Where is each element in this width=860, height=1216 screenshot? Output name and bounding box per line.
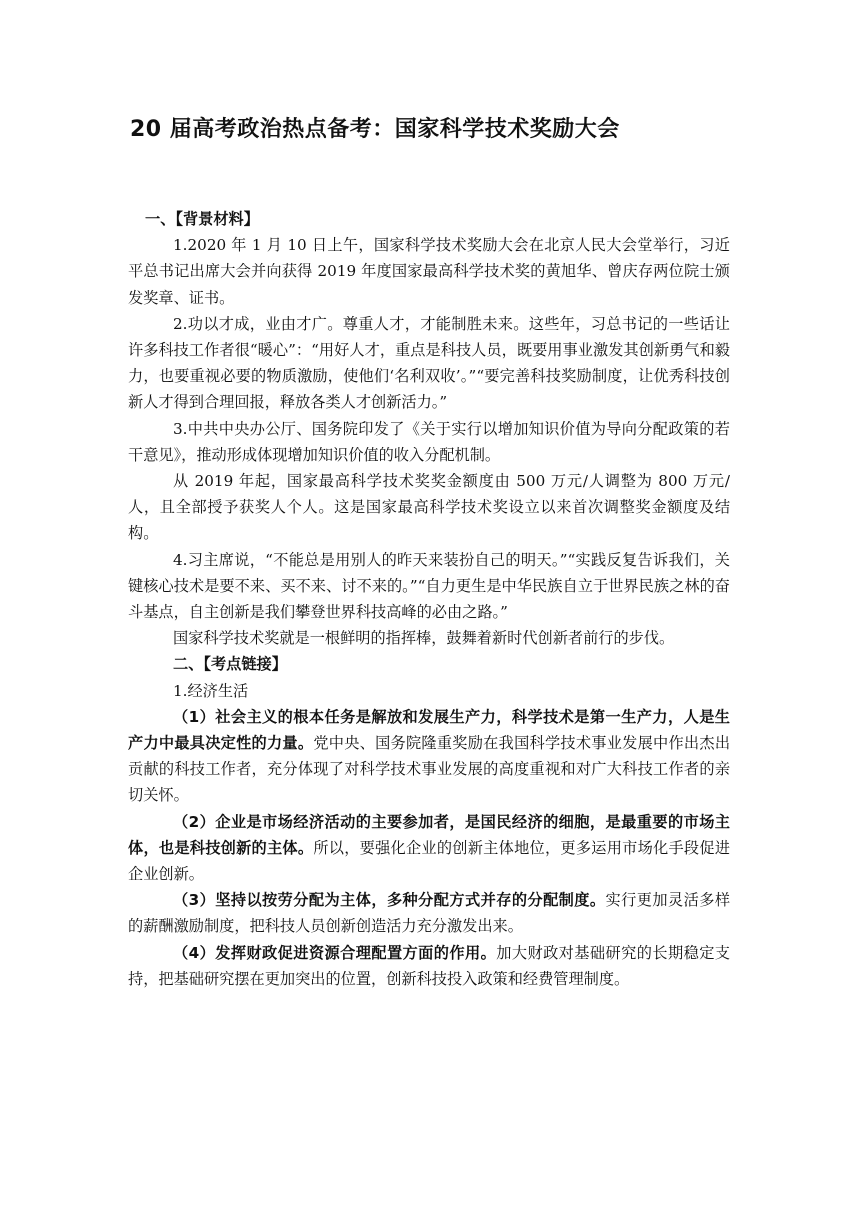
item-key-point: （1）社会主义的根本任务是解放和发展生产力，科学技术是第一生产力，人是生产力中最具决定性的力量。 xyxy=(128,707,730,753)
section-heading-background: 一、【背景材料】 xyxy=(145,210,259,228)
list-item xyxy=(128,940,730,992)
list-item xyxy=(128,704,730,809)
section-heading-links: 二、【考点链接】 xyxy=(173,655,287,674)
paragraph: 从 2019 年起，国家最高科学技术奖奖金额度由 500 万元/人调整为 800 万元/人，且全部授予获奖人个人。这是国家最高科学技术奖设立以来首次调整奖金额度及结构。 xyxy=(128,472,730,543)
item-key-point: （3）坚持以按劳分配为主体，多种分配方式并存的分配制度。 xyxy=(173,891,606,910)
item-explanation: 实行更加灵活多样的薪酬激励制度，把科技人员创新创造活力充分激发出来。 xyxy=(128,891,731,936)
item-explanation: 所以，要强化企业的创新主体地位，更多运用市场化手段促进企业创新。 xyxy=(128,838,731,884)
document-title: 20 届高考政治热点备考：国家科学技术奖励大会 xyxy=(130,117,620,142)
paragraph: 国家科学技术奖就是一根鲜明的指挥棒，鼓舞着新时代创新者前行的步伐。 xyxy=(173,629,675,648)
document-body xyxy=(128,206,730,992)
list-item xyxy=(128,809,730,888)
item-key-point: （2）企业是市场经济活动的主要参加者，是国民经济的细胞，是最重要的市场主体，也是科技创新的主体。 xyxy=(128,812,730,857)
item-explanation: 党中央、国务院隆重奖励在我国科学技术事业发展中作出杰出贡献的科技工作者，充分体现了对科学技术事业发展的高度重视和对广大科技工作者的亲切关怀。 xyxy=(128,734,731,805)
paragraph: 2.功以才成，业由才广。尊重人才，才能制胜未来。这些年，习总书记的一些话让许多科技工作者很“暖心”：“用好人才，重点是科技人员，既要用事业激发其创新勇气和毅力，也要重视必要的物质激励，使他们‘名利双收’。”“要完善科技奖励制度，让优秀科技创新人才得到合理回报，释放各类人才创新活力。” xyxy=(128,314,730,412)
list-item xyxy=(128,887,730,939)
subsection-heading: 1.经济生活 xyxy=(173,681,249,700)
item-key-point: （4）发挥财政促进资源合理配置方面的作用。 xyxy=(173,943,497,962)
item-explanation: 加大财政对基础研究的长期稳定支持，把基础研究摆在更加突出的位置，创新科技投入政策和经费管理制度。 xyxy=(128,943,730,988)
paragraph: 3.中共中央办公厅、国务院印发了《关于实行以增加知识价值为导向分配政策的若干意见》，推动形成体现增加知识价值的收入分配机制。 xyxy=(128,419,730,464)
paragraph: 4.习主席说，“不能总是用别人的昨天来装扮自己的明天。”“实践反复告诉我们，关键核心技术是要不来、买不来、讨不来的。”“自力更生是中华民族自立于世界民族之林的奋斗基点，自主创新是我们攀登世界科技高峰的必由之路。” xyxy=(128,550,730,622)
paragraph: 1.2020 年 1 月 10 日上午，国家科学技术奖励大会在北京人民大会堂举行，习近平总书记出席大会并向获得 2019 年度国家最高科学技术奖的黄旭华、曾庆存两位院士颁发奖章、证书。 xyxy=(128,236,730,307)
